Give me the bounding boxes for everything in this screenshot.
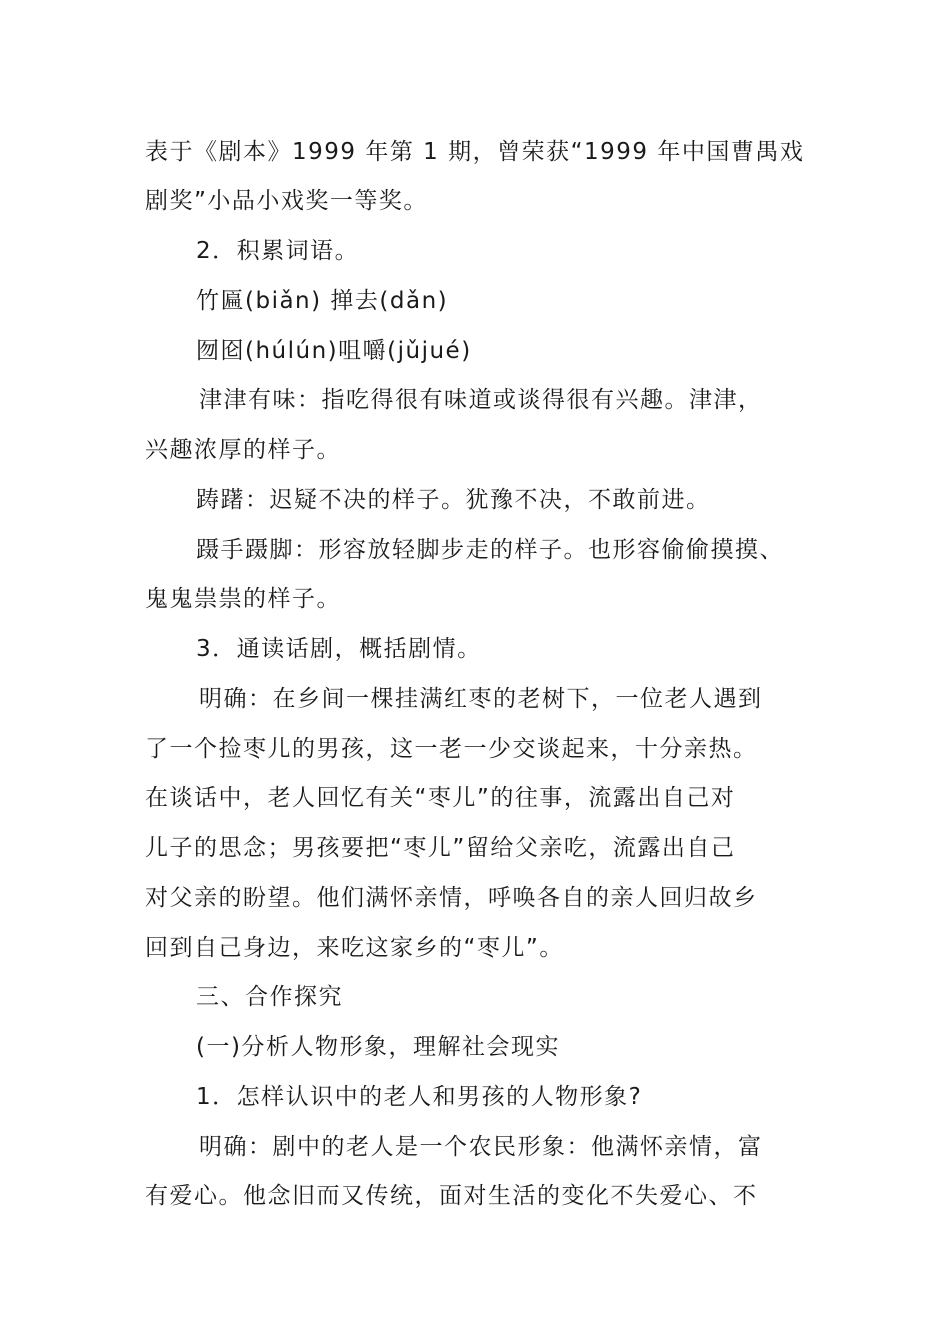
text-line: 剧奖”小品小戏奖一等奖。 (145, 188, 428, 214)
text-line: 对父亲的盼望。他们满怀亲情，呼唤各自的亲人回归故乡 (145, 885, 758, 911)
text-line: 表于《剧本》1999 年第 1 期，曾荣获“1999 年中国曹禺戏 (145, 139, 805, 165)
text-line: 回到自己身边，来吃这家乡的“枣儿”。 (145, 935, 564, 961)
definition-line: 踌躇：迟疑不决的样子。犹豫不决，不敢前进。 (196, 487, 711, 513)
answer-line: 明确：在乡间一棵挂满红枣的老树下，一位老人遇到 (199, 686, 763, 712)
answer-line: 明确：剧中的老人是一个农民形象：他满怀亲情，富 (199, 1134, 763, 1160)
section-heading: 2．积累词语。 (196, 238, 360, 264)
vocab-line: 囫囵(húlún)咀嚼(jǔjué) (196, 338, 472, 364)
text-line: 儿子的思念；男孩要把“枣儿”留给父亲吃，流露出自己 (145, 835, 736, 861)
section-heading: 三、合作探究 (196, 984, 343, 1010)
text-line: 鬼鬼祟祟的样子。 (145, 586, 341, 612)
vocab-line: 竹匾(biǎn) 掸去(dǎn) (196, 288, 449, 314)
definition-line: 蹑手蹑脚：形容放轻脚步走的样子。也形容偷偷摸摸、 (196, 537, 784, 563)
text-line: 在谈话中，老人回忆有关“枣儿”的往事，流露出自己对 (145, 785, 736, 811)
text-line: 有爱心。他念旧而又传统，面对生活的变化不失爱心、不 (145, 1183, 758, 1209)
text-line: 兴趣浓厚的样子。 (145, 437, 341, 463)
definition-line: 津津有味：指吃得很有味道或谈得很有兴趣。津津， (199, 387, 763, 413)
subsection-heading: (一)分析人物形象，理解社会现实 (196, 1034, 560, 1060)
section-heading: 3．通读话剧，概括剧情。 (196, 636, 482, 662)
text-line: 了一个捡枣儿的男孩，这一老一少交谈起来，十分亲热。 (145, 736, 758, 762)
question-line: 1．怎样认识中的老人和男孩的人物形象? (196, 1084, 643, 1110)
